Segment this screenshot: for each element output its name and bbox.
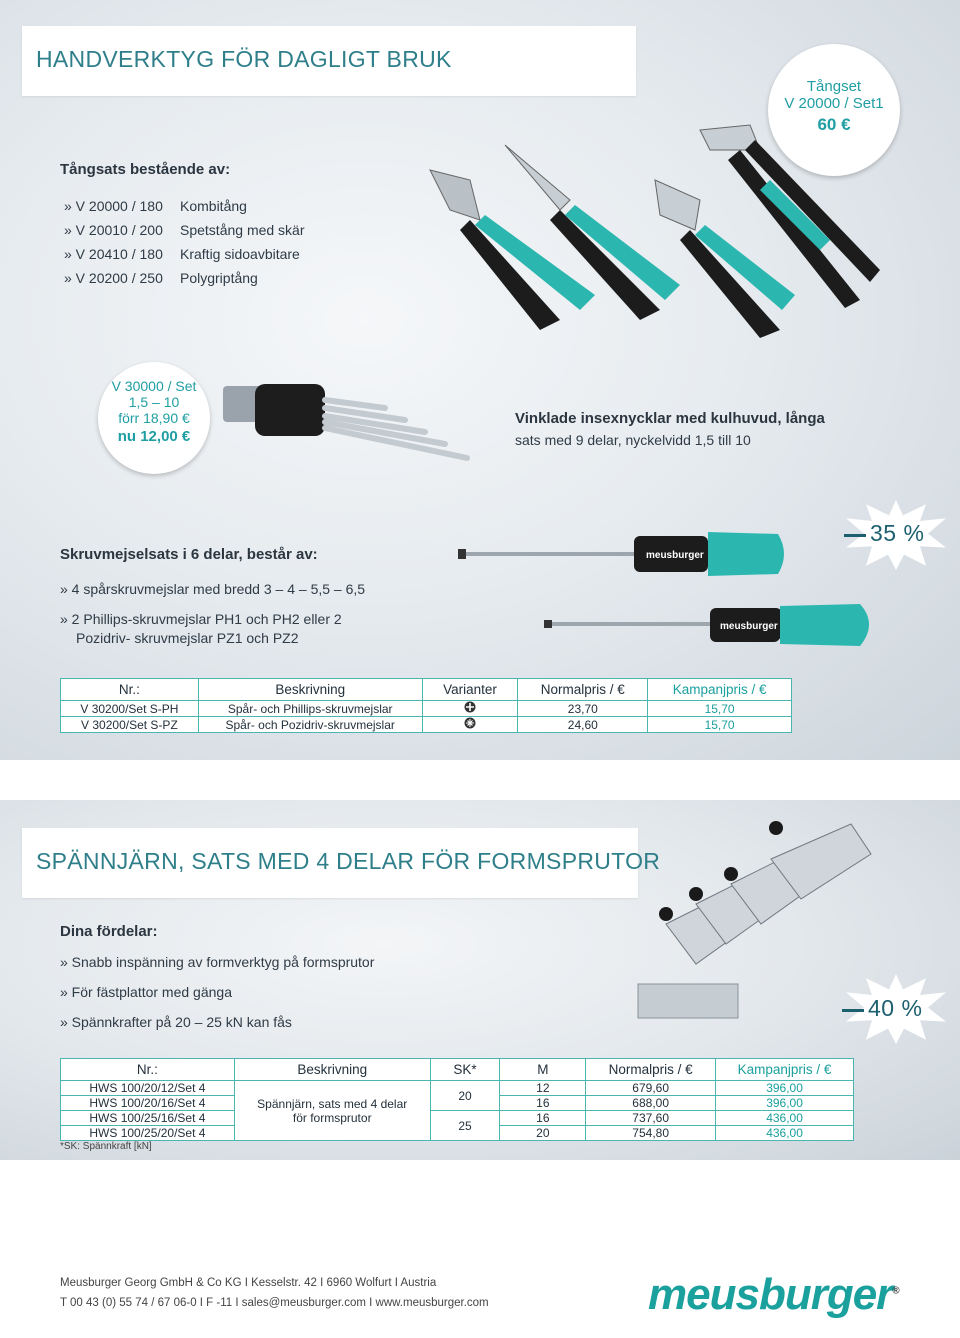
screwdriver-item: » 4 spårskruvmejslar med bredd 3 – 4 – 5,5 – 6,5	[60, 581, 366, 597]
cell-campaign-price: 436,00	[716, 1111, 854, 1126]
section-title: HANDVERKTYG FÖR DAGLIGT BRUK	[36, 46, 452, 72]
cell-description	[234, 1081, 430, 1141]
plier-name: Kraftig sidoavbitare	[180, 246, 300, 262]
hex-key-title: Vinklade insexnycklar med kulhuvud, långa	[515, 410, 825, 427]
col-header-nr: Nr.:	[61, 1059, 235, 1081]
col-header-variants: Varianter	[422, 679, 518, 701]
cell-campaign-price: 396,00	[716, 1096, 854, 1111]
hex-promo-range: 1,5 – 10	[128, 394, 180, 410]
table-row	[61, 717, 792, 733]
hex-key-set-image	[215, 378, 485, 473]
cell-normal-price: 754,80	[586, 1126, 716, 1141]
col-header-campaign-price: Kampanjpris / €	[648, 679, 792, 701]
slotted-screwdriver-image	[458, 532, 784, 576]
plier-code: » V 20010 / 200	[64, 222, 163, 238]
cell-nr: HWS 100/20/12/Set 4	[61, 1081, 235, 1096]
benefit-item: » Spännkrafter på 20 – 25 kN kan fås	[60, 1014, 292, 1030]
col-header-nr: Nr.:	[61, 679, 199, 701]
description-line: Spännjärn, sats med 4 delar	[257, 1096, 408, 1111]
screwdriver-price-table	[60, 678, 792, 733]
logo-text: meusburger	[648, 1270, 893, 1319]
benefit-item: » Snabb inspänning av formverktyg på formsprutor	[60, 954, 375, 970]
cell-thread: 12	[500, 1081, 586, 1096]
hex-key-description: sats med 9 delar, nyckelvidd 1,5 till 10	[515, 432, 751, 448]
section-title: SPÄNNJÄRN, SATS MED 4 DELAR FÖR FORMSPRUTOR	[36, 848, 661, 874]
plier-code: » V 20410 / 180	[64, 246, 163, 262]
section-title-banner	[22, 26, 636, 96]
table-footnote: *SK: Spännkraft [kN]	[60, 1141, 152, 1152]
cell-description: Spår- och Phillips-skruvmejslar	[198, 701, 422, 717]
screwdriver-heading: Skruvmejselsats i 6 delar, består av:	[60, 546, 318, 563]
promo-name: Tångset	[806, 78, 862, 95]
screwdriver-item: » 2 Phillips-skruvmejslar PH1 och PH2 eller 2	[60, 611, 342, 627]
cell-description: Spår- och Pozidriv-skruvmejslar	[198, 717, 422, 733]
col-header-description: Beskrivning	[198, 679, 422, 701]
benefit-item: » För fästplattor med gänga	[60, 984, 232, 1000]
cell-campaign-price: 436,00	[716, 1126, 854, 1141]
cell-clamp-force: 25	[430, 1111, 500, 1141]
plier-name: Polygriptång	[180, 270, 258, 286]
cell-thread: 20	[500, 1126, 586, 1141]
plier-name: Spetstång med skär	[180, 222, 305, 238]
cell-campaign-price: 15,70	[648, 717, 792, 733]
cell-campaign-price: 396,00	[716, 1081, 854, 1096]
pliers-heading: Tångsats bestående av:	[60, 161, 231, 178]
cell-nr: V 30200/Set S-PZ	[61, 717, 199, 733]
description-line: för formsprutor	[292, 1110, 372, 1125]
col-header-clamp-force: SK*	[430, 1059, 500, 1081]
cell-normal-price: 737,60	[586, 1111, 716, 1126]
cell-campaign-price: 15,70	[648, 701, 792, 717]
promo-price: 60 €	[817, 115, 851, 134]
table-header-row	[61, 1059, 854, 1081]
col-header-campaign-price: Kampanjpris / €	[716, 1059, 854, 1081]
cell-normal-price: 24,60	[518, 717, 648, 733]
registered-mark: ®	[892, 1285, 899, 1297]
hex-key-promo-badge	[98, 362, 210, 474]
cell-clamp-force: 20	[430, 1081, 500, 1111]
plier-name: Kombitång	[180, 198, 247, 214]
cell-nr: V 30200/Set S-PH	[61, 701, 199, 717]
table-header-row	[61, 679, 792, 701]
col-header-normal-price: Normalpris / €	[586, 1059, 716, 1081]
meusburger-logo	[648, 1270, 899, 1320]
cell-nr: HWS 100/25/20/Set 4	[61, 1126, 235, 1141]
discount-35-label: 35 %	[870, 520, 925, 546]
phillips-variant-icon	[422, 701, 518, 717]
plier-code: » V 20000 / 180	[64, 198, 163, 214]
col-header-description: Beskrivning	[234, 1059, 430, 1081]
table-row	[61, 701, 792, 717]
phillips-handle-image	[710, 602, 880, 650]
brand-label: meusburger	[646, 550, 704, 561]
hex-promo-code: V 30000 / Set	[111, 378, 197, 394]
pliers-illustration	[410, 110, 900, 340]
pozidriv-variant-icon	[422, 717, 518, 733]
table-row	[61, 1081, 854, 1096]
benefits-heading: Dina fördelar:	[60, 923, 158, 940]
promo-code: V 20000 / Set1	[784, 95, 884, 112]
brand-label: meusburger	[720, 621, 778, 632]
cell-normal-price: 679,60	[586, 1081, 716, 1096]
hex-promo-old-price: förr 18,90 €	[118, 410, 190, 426]
cell-nr: HWS 100/25/16/Set 4	[61, 1111, 235, 1126]
cell-thread: 16	[500, 1096, 586, 1111]
section-title-banner	[22, 828, 661, 898]
company-contact: T 00 43 (0) 55 74 / 67 06-0 I F -11 I sales@meusburger.com I www.meusburger.com	[60, 1297, 489, 1309]
screwdriver-item: Pozidriv- skruvmejslar PZ1 och PZ2	[76, 630, 299, 646]
clamp-price-table	[60, 1058, 854, 1141]
combination-pliers-image	[430, 170, 595, 330]
company-address: Meusburger Georg GmbH & Co KG I Kesselstr. 42 I 6960 Wolfurt I Austria	[60, 1277, 437, 1289]
hex-promo-new-price: nu 12,00 €	[117, 428, 191, 445]
discount-40-label: 40 %	[868, 995, 923, 1021]
cell-nr: HWS 100/20/16/Set 4	[61, 1096, 235, 1111]
cell-normal-price: 688,00	[586, 1096, 716, 1111]
col-header-thread: M	[500, 1059, 586, 1081]
table-row	[61, 1111, 854, 1126]
cell-thread: 16	[500, 1111, 586, 1126]
cell-normal-price: 23,70	[518, 701, 648, 717]
col-header-normal-price: Normalpris / €	[518, 679, 648, 701]
plier-code: » V 20200 / 250	[64, 270, 163, 286]
